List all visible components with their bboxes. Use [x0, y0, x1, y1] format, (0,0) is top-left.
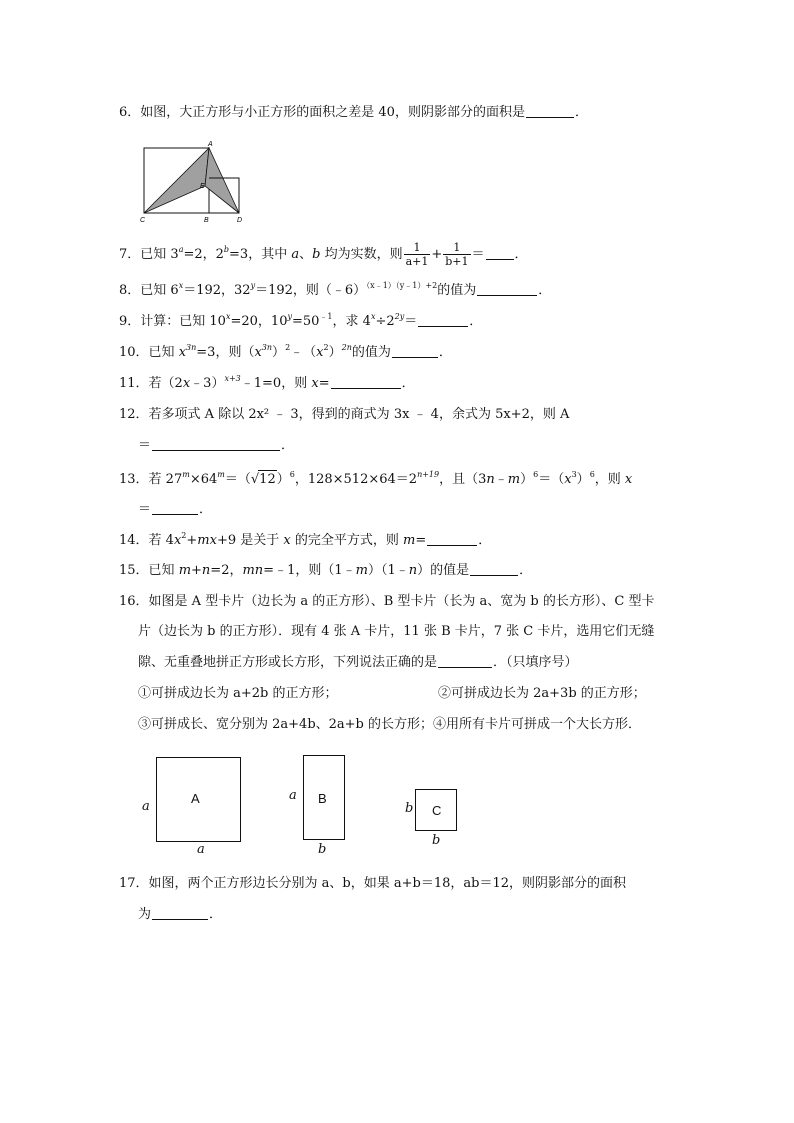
question-17: 17．如图，两个正方形边长分别为 a、b，如果 a+b＝18，ab＝12，则阴影部分的面积 — [119, 876, 627, 891]
card-c — [415, 789, 457, 831]
card-a-side-bottom: a — [197, 842, 205, 857]
card-b-side-left: a — [289, 788, 297, 803]
question-16-line-3: 隙、无重叠地拼正方形或长方形，下列说法正确的是 ．（只填序号） — [138, 655, 578, 670]
card-b — [303, 755, 345, 840]
answer-blank[interactable] — [427, 533, 477, 546]
answer-blank[interactable] — [486, 247, 514, 260]
question-16: 16．如图是 A 型卡片（边长为 a 的正方形）、B 型卡片（长为 a、宽为 b 的长方形）、C 型卡 — [119, 594, 655, 609]
answer-blank[interactable] — [526, 105, 574, 118]
question-7: 7．已知 $3^a=2$，$2^b=3$，其中 a、b 均为实数，则 $\frac{1}{a+1}$ + $\frac{1}{b+1}$ ＝ ． — [119, 241, 528, 268]
question-text: 如图，大正方形与小正方形的面积之差是 40，则阴影部分的面积是 — [140, 105, 525, 120]
answer-blank[interactable] — [331, 376, 401, 389]
question-12-line-2: ＝ ． — [138, 438, 295, 453]
question-16-line-2: 片（边长为 b 的正方形）．现有 4 张 A 卡片，11 张 B 卡片，7 张 C 卡片，选用它们无缝 — [138, 624, 655, 639]
question-13: 13．若 $27^m\times 64^m=(√12)^6$，$128\times 512\times 64=2^{n+19}$，且$(3n﹣m)^6=(x^3)^6$，则 x — [119, 470, 633, 487]
card-a-side-left: a — [142, 799, 150, 814]
point-label-e: E — [200, 183, 205, 190]
point-label-c: C — [140, 217, 146, 224]
card-a-label: A — [191, 791, 200, 806]
answer-blank[interactable] — [477, 283, 537, 296]
question-9: 9．计算：已知 $10^x=20$，$10^y=50^{﹣1}$，求 $4^x\div 2^{2y}=$ ． — [119, 312, 483, 329]
fraction-2: $\frac{1}{b+1}$ — [445, 241, 469, 268]
question-10: 10．已知 $x^{3n}=3$，则$(x^{3n})^2﹣(x^2)^{2n}$的值为 ． — [119, 343, 452, 360]
option-1: ①可拼成边长为 a+2b 的正方形； — [138, 686, 338, 701]
answer-blank[interactable] — [152, 907, 208, 920]
option-2: ②可拼成边长为 2a+3b 的正方形； — [438, 686, 646, 701]
question-15: 15．已知 m+n=2，mn=﹣1，则（1﹣m）（1﹣n）的值是 ． — [119, 563, 533, 578]
card-a — [156, 757, 241, 842]
card-c-label: C — [432, 803, 442, 818]
question-11: 11．若（2x﹣3）$^{x+3}$﹣1=0，则 x= ． — [119, 374, 415, 391]
question-17-line-2: 为 ． — [138, 907, 223, 922]
question-6: 6．如图，大正方形与小正方形的面积之差是 40，则阴影部分的面积是 ． — [119, 105, 588, 120]
q6-square-figure — [138, 138, 250, 224]
answer-blank[interactable] — [392, 345, 438, 358]
answer-blank[interactable] — [152, 502, 198, 515]
answer-blank[interactable] — [418, 314, 468, 327]
question-14: 14．若 $4x^2+mx+9$ 是关于 x 的完全平方式，则 m= ． — [119, 531, 492, 548]
point-label-d: D — [237, 217, 243, 224]
question-8: 8．已知 $6^x=192$，$32^y=192$，则（﹣6）$^{(x﹣1)(y﹣1)+2}$的值为 ． — [119, 281, 552, 298]
question-number: 6． — [119, 105, 141, 120]
answer-blank[interactable] — [438, 655, 492, 668]
question-13-line-2: ＝ ． — [138, 502, 213, 517]
card-c-side-bottom: b — [432, 833, 441, 848]
card-b-label: B — [318, 791, 327, 806]
option-3-4: ③可拼成长、宽分别为 2a+4b、2a+b 的长方形；④用所有卡片可拼成一个大长方形． — [138, 717, 642, 732]
sqrt-12: 12 — [259, 472, 276, 487]
point-label-b: B — [204, 217, 209, 224]
card-c-side-left: b — [405, 801, 414, 816]
shaded-region-right — [205, 148, 239, 213]
shaded-region-left — [144, 148, 209, 213]
question-12: 12．若多项式 A 除以 2x² ﹣ 3，得到的商式为 3x ﹣ 4，余式为 5x+2，则 A — [119, 407, 570, 422]
point-label-a: A — [208, 141, 213, 148]
answer-blank[interactable] — [470, 563, 518, 576]
answer-blank[interactable] — [152, 438, 280, 451]
fraction-1: $\frac{1}{a+1}$ — [405, 241, 429, 268]
card-b-side-bottom: b — [318, 842, 327, 857]
